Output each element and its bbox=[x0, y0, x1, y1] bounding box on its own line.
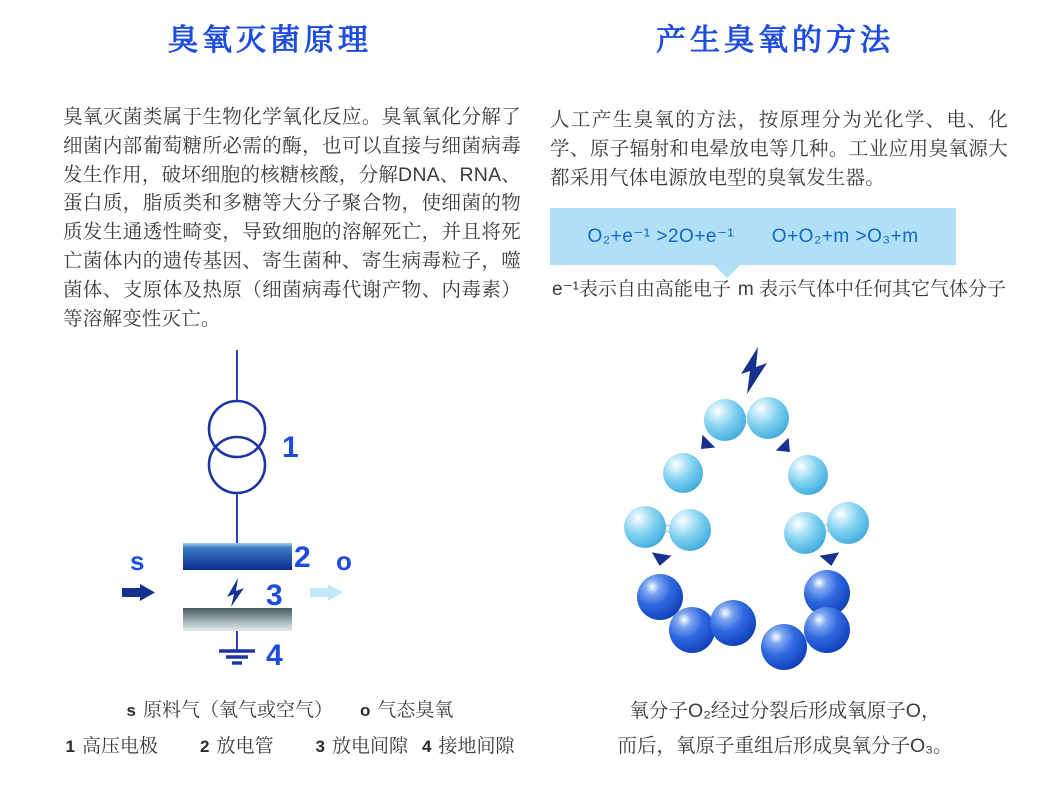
legend-item bbox=[422, 731, 514, 758]
oxygen-molecule-top bbox=[704, 397, 789, 441]
legend-label: 接地间隙 bbox=[438, 736, 515, 757]
combine-arrow-left-icon bbox=[650, 552, 672, 567]
reaction-formula-box bbox=[550, 208, 956, 265]
left-paragraph: 臭氧灭菌类属于生物化学氧化反应。臭氧氧化分解了细菌内部葡萄糖所必需的酶，也可以直接与细菌病毒发生作用，破坏细胞的核糖核酸，分解DNA、RNA、蛋白质，脂质类和多糖等大分子聚合物，使细菌的物质发生通透性畸变，导致细胞的溶解死亡，并且将死亡菌体内的遗传基因、寄生菌种、寄生病毒粒子，噬菌体、支原体及热原（细菌病毒代谢产物、内毒素）等溶解变性灭亡。 bbox=[63, 106, 521, 330]
ozone-generator-diagram bbox=[60, 345, 460, 680]
formula-dissociation: O₂+e⁻¹ >2O+e⁻¹ bbox=[587, 226, 735, 247]
legend-key: 2 bbox=[200, 737, 210, 756]
legend-key: 4 bbox=[421, 737, 432, 756]
legend-line-gases bbox=[60, 695, 520, 722]
legend-item bbox=[360, 695, 453, 722]
legend-item bbox=[66, 731, 158, 758]
combine-arrow-right-icon bbox=[819, 552, 841, 567]
oxygen-molecule-left bbox=[624, 506, 711, 551]
right-paragraph: 人工产生臭氧的方法，按原理分为光化学、电、化学、原子辐射和电晕放电等几种。工业应用臭氧源大都采用气体电源放电型的臭氧发生器。 bbox=[550, 109, 1008, 189]
oxygen-atom-right bbox=[788, 455, 828, 495]
legend-key: 1 bbox=[65, 737, 75, 756]
legend-label: 原料气（氧气或空气） bbox=[143, 700, 334, 721]
earth-ground-icon bbox=[219, 631, 255, 663]
feed-gas-arrow-icon bbox=[122, 584, 155, 601]
label-ground-gap: 4 bbox=[266, 639, 283, 672]
label-feed-gas: s bbox=[130, 546, 145, 576]
left-legend bbox=[60, 695, 520, 758]
split-arrow-left-icon bbox=[695, 435, 716, 456]
ozone-molecule-right bbox=[761, 570, 850, 670]
ozone-out-arrow-icon bbox=[310, 584, 343, 601]
label-transformer: 1 bbox=[282, 431, 299, 464]
legend-key: o bbox=[360, 701, 371, 720]
ozone-formation-diagram bbox=[560, 335, 1010, 690]
formula-notes bbox=[552, 274, 1006, 301]
note-electron: e⁻¹表示自由高能电子 bbox=[552, 279, 731, 300]
legend-label: 放电间隙 bbox=[331, 736, 408, 757]
spark-lightning-icon bbox=[227, 578, 244, 607]
ozone-molecule-left bbox=[637, 574, 756, 653]
formula-recombination: O+O₂+m >O₃+m bbox=[771, 225, 919, 247]
discharge-lightning-icon bbox=[741, 347, 767, 394]
legend-item bbox=[200, 731, 273, 758]
legend-key: 3 bbox=[315, 737, 325, 756]
caption-line-1: 氧分子O₂经过分裂后形成氧原子O， bbox=[629, 700, 941, 722]
oxygen-molecule-right bbox=[784, 502, 869, 554]
split-arrow-right-icon bbox=[776, 438, 797, 459]
caption-line-2: 而后，氧原子重组后形成臭氧分子O₃。 bbox=[617, 735, 953, 757]
legend-key: s bbox=[126, 701, 137, 720]
label-discharge-tube: 2 bbox=[294, 541, 311, 574]
right-section-title: 产生臭氧的方法 bbox=[656, 24, 894, 57]
discharge-tube-bar bbox=[183, 543, 292, 570]
legend-line-parts bbox=[60, 731, 520, 758]
legend-label: 气态臭氧 bbox=[377, 700, 454, 721]
right-caption bbox=[560, 694, 1010, 764]
label-discharge-gap: 3 bbox=[266, 579, 283, 612]
label-ozone-gas: o bbox=[336, 546, 352, 576]
legend-item bbox=[127, 695, 333, 722]
legend-label: 放电管 bbox=[216, 736, 274, 757]
transformer-icon bbox=[209, 350, 265, 543]
note-gas-molecule: m 表示气体中任何其它气体分子 bbox=[737, 279, 1006, 300]
oxygen-atom-left bbox=[663, 453, 703, 493]
legend-item bbox=[316, 731, 408, 758]
left-section-title: 臭氧灭菌原理 bbox=[168, 24, 372, 57]
legend-label: 高压电极 bbox=[82, 736, 159, 757]
